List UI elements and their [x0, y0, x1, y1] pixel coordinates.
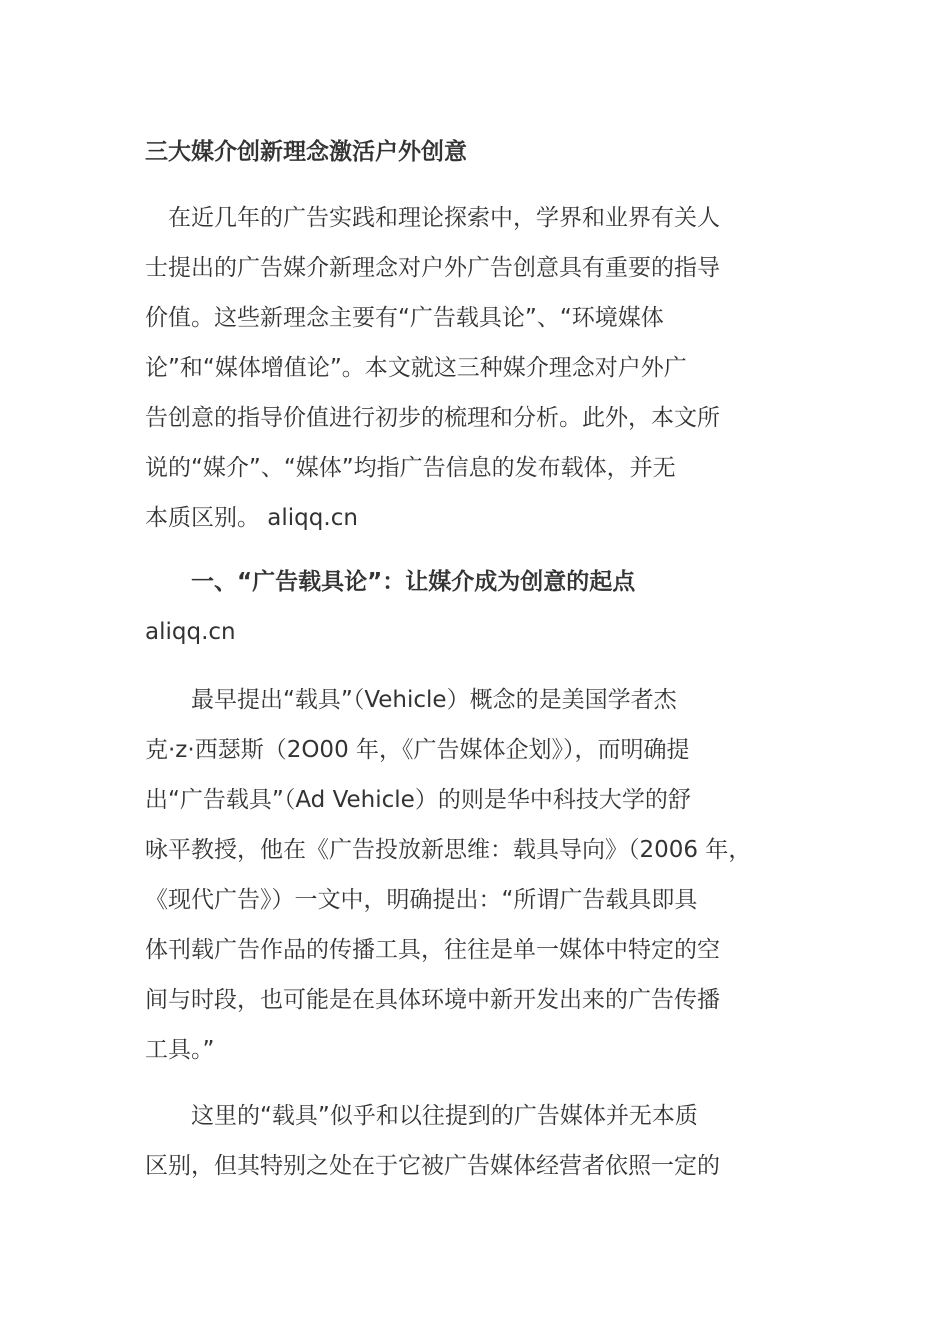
intro-line: 士提出的广告媒介新理念对户外广告创意具有重要的指导: [145, 255, 720, 281]
section-heading: 一、“广告载具论”：让媒介成为创意的起点: [145, 569, 636, 595]
paragraph-line: 体刊载广告作品的传播工具，往往是单一媒体中特定的空: [145, 937, 720, 963]
intro-line: 论”和“媒体增值论”。本文就这三种媒介理念对户外广: [145, 355, 687, 381]
intro-line: 在近几年的广告实践和理论探索中，学界和业界有关人: [145, 205, 720, 231]
intro-line: 告创意的指导价值进行初步的梳理和分析。此外，本文所: [145, 405, 720, 431]
section-heading-suffix: aliqq.cn: [145, 619, 236, 645]
paragraph-line: 间与时段，也可能是在具体环境中新开发出来的广告传播: [145, 987, 720, 1013]
document-title: 三大媒介创新理念激活户外创意: [145, 139, 467, 165]
paragraph-line: 咏平教授，他在《广告投放新思维：载具导向》（2006 年，: [145, 837, 752, 863]
paragraph-line: 最早提出“载具”（Vehicle）概念的是美国学者杰: [145, 687, 677, 713]
intro-line: 价值。这些新理念主要有“广告载具论”、“环境媒体: [145, 305, 664, 331]
paragraph-line: 《现代广告》）一文中，明确提出：“所谓广告载具即具: [145, 887, 698, 913]
paragraph-line: 区别，但其特别之处在于它被广告媒体经营者依照一定的: [145, 1153, 720, 1179]
intro-line: 本质区别。 aliqq.cn: [145, 505, 358, 531]
paragraph-line: 克·z·西瑟斯（2O00 年，《广告媒体企划》），而明确提: [145, 737, 690, 763]
paragraph-line: 出“广告载具”（Ad Vehicle）的则是华中科技大学的舒: [145, 787, 691, 813]
intro-line: 说的“媒介”、“媒体”均指广告信息的发布载体，并无: [145, 455, 676, 481]
paragraph-line: 这里的“载具”似乎和以往提到的广告媒体并无本质: [145, 1103, 698, 1129]
paragraph-line: 工具。”: [145, 1037, 215, 1063]
